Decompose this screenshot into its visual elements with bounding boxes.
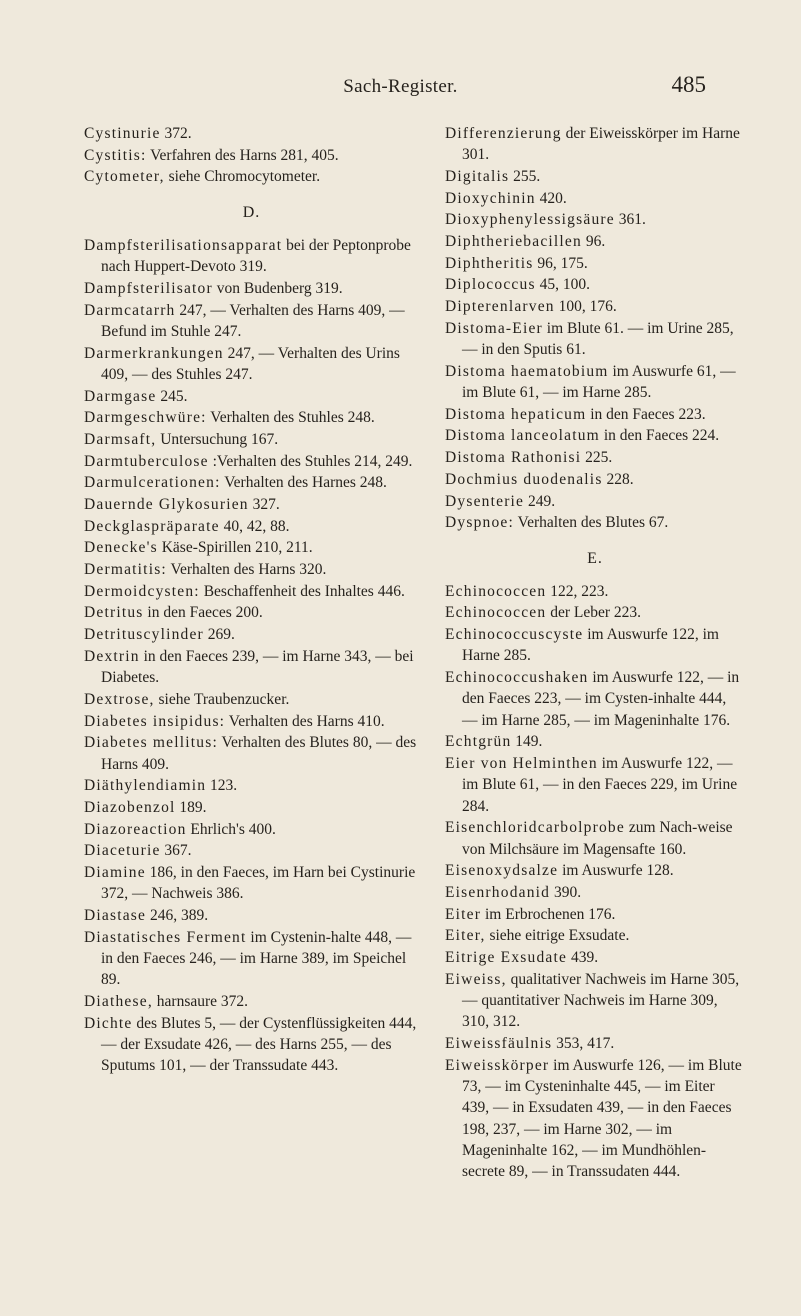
index-term: Dermatitis: xyxy=(84,561,167,579)
index-entry xyxy=(84,300,419,343)
index-term: Darmerkrankungen xyxy=(84,344,224,362)
index-refs: 439. xyxy=(567,949,599,967)
running-title: Sach-Register. xyxy=(343,76,458,97)
index-entry xyxy=(445,425,745,446)
left-column xyxy=(84,123,419,1077)
index-refs: 40, 42, 88. xyxy=(219,517,290,535)
index-refs: Verfahren des Harns 281, 405. xyxy=(146,146,339,164)
index-term: Darmulcerationen: xyxy=(84,474,221,492)
index-term: Denecke's xyxy=(84,539,158,557)
index-entry xyxy=(84,278,419,299)
index-entry xyxy=(84,1013,419,1077)
index-term: Diazobenzol xyxy=(84,798,176,816)
index-term: Diabetes mellitus: xyxy=(84,734,218,752)
index-entry xyxy=(445,947,745,968)
index-refs: im Auswurfe 61, — im Blute 61, — im Harne 285. xyxy=(462,362,736,402)
index-refs: Verhalten des Blutes 80, — des Harns 409. xyxy=(101,734,417,773)
index-entry xyxy=(84,711,419,732)
index-refs: in den Faeces 200. xyxy=(143,604,263,622)
index-entry xyxy=(84,386,419,407)
index-entry xyxy=(84,646,419,689)
index-refs: des Blutes 5, — der Cystenflüssigkeiten 444, — der Exsudate 426, — des Harns 255, — des Sputums 101, — der Transsudate 443. xyxy=(101,1014,417,1075)
index-term: Echinococcushaken xyxy=(445,669,589,687)
index-refs: 247, — Verhalten des Urins 409, — des Stuhles 247. xyxy=(101,344,400,383)
index-term: Dermoidcysten: xyxy=(84,582,200,600)
index-term: Dochmius duodenalis xyxy=(445,470,603,488)
index-entry xyxy=(84,991,419,1012)
index-entry xyxy=(84,429,419,450)
index-refs: 123. xyxy=(206,777,238,795)
index-entry xyxy=(445,581,745,602)
index-term: Detritus xyxy=(84,604,144,622)
index-entry xyxy=(84,559,419,580)
index-term: Deckglaspräparate xyxy=(84,517,220,535)
index-term: Darmsaft, xyxy=(84,430,157,448)
index-term: Darmgase xyxy=(84,387,157,405)
index-refs: 96. xyxy=(581,233,606,251)
index-entry xyxy=(445,404,745,425)
index-refs: 228. xyxy=(602,470,634,488)
index-term: Dauernde Glykosurien xyxy=(84,496,249,514)
index-term: Cystitis: xyxy=(84,146,147,164)
index-entry xyxy=(84,537,419,558)
index-term: Distoma hepaticum xyxy=(445,405,587,423)
right-column xyxy=(445,123,745,1183)
index-entry xyxy=(84,145,419,166)
index-entry xyxy=(445,817,745,860)
index-refs: Käse-Spirillen 210, 211. xyxy=(157,539,313,557)
index-term: Eiter xyxy=(445,905,482,923)
index-refs: im Erbrochenen 176. xyxy=(481,905,616,923)
index-refs: 269. xyxy=(203,626,235,644)
index-term: Echinococcen xyxy=(445,582,547,600)
index-entry xyxy=(445,602,745,623)
index-entry xyxy=(445,925,745,946)
index-refs: im Auswurfe 128. xyxy=(558,862,674,880)
index-term: Diastase xyxy=(84,906,147,924)
index-refs: siehe Chromocytometer. xyxy=(164,168,321,186)
index-term: Echtgrün xyxy=(445,733,512,751)
index-term: Diaceturie xyxy=(84,842,161,860)
index-refs: im Auswurfe 122, — in den Faeces 223, — im Cysten-inhalte 444, — im Harne 285, — im Mageninhalte 176. xyxy=(462,669,740,729)
index-term: Dioxyphenylessigsäure xyxy=(445,211,615,229)
index-refs: im Auswurfe 122, — im Blute 61, — in den Faeces 229, im Urine 284. xyxy=(462,755,738,815)
index-entry xyxy=(84,235,419,278)
index-term: Distoma lanceolatum xyxy=(445,427,600,445)
index-term: Dysenterie xyxy=(445,492,525,510)
index-term: Diphtheritis xyxy=(445,254,534,272)
index-term: Diastatisches Ferment xyxy=(84,928,247,946)
index-term: Eitrige Exsudate xyxy=(445,949,568,967)
index-term: Diäthylendiamin xyxy=(84,777,207,795)
index-refs: 390. xyxy=(550,884,582,902)
index-term: Dipterenlarven xyxy=(445,298,555,316)
index-term: Darmcatarrh xyxy=(84,301,176,319)
page-header xyxy=(0,70,801,100)
index-term: Eiweiss, xyxy=(445,970,507,988)
index-refs: 247, — Verhalten des Harns 409, — Befund im Stuhle 247. xyxy=(101,301,405,340)
index-term: Eiter, xyxy=(445,927,486,945)
index-term: Dyspnoe: xyxy=(445,514,515,532)
index-entry xyxy=(445,469,745,490)
index-refs: 249. xyxy=(524,492,556,510)
index-term: Eiweissfäulnis xyxy=(445,1035,553,1053)
index-entry xyxy=(445,882,745,903)
index-term: Eisenrhodanid xyxy=(445,884,551,902)
index-entry xyxy=(445,731,745,752)
index-entry xyxy=(445,231,745,252)
index-entry xyxy=(84,927,419,991)
index-refs: 189. xyxy=(175,798,207,816)
index-entry xyxy=(445,166,745,187)
index-term: Darmgeschwüre: xyxy=(84,409,207,427)
index-refs: im Auswurfe 122, im Harne 285. xyxy=(462,626,719,665)
index-entry xyxy=(84,905,419,926)
index-refs: 245. xyxy=(156,387,188,405)
index-term: Cystinurie xyxy=(84,125,161,142)
index-refs: der Leber 223. xyxy=(546,604,642,622)
index-entry xyxy=(445,1055,745,1183)
index-term: Detrituscylinder xyxy=(84,626,204,644)
index-refs: 372. xyxy=(160,125,192,142)
index-refs: zum Nach-weise von Milchsäure im Magensafte 160. xyxy=(462,819,733,858)
index-term: Eiweisskörper xyxy=(445,1056,550,1074)
index-entry xyxy=(445,296,745,317)
index-entry xyxy=(84,451,419,472)
index-term: Diabetes insipidus: xyxy=(84,712,226,730)
index-refs: 45, 100. xyxy=(535,276,590,294)
index-refs: 353, 417. xyxy=(552,1035,615,1053)
index-term: Dextrose, xyxy=(84,690,155,708)
index-term: Distoma haematobium xyxy=(445,362,609,380)
index-refs: 327. xyxy=(248,496,280,514)
index-entry xyxy=(445,512,745,533)
index-refs: in den Faeces 239, — im Harne 343, — bei Diabetes. xyxy=(101,647,414,687)
index-entry xyxy=(84,407,419,428)
index-refs: in den Faeces 223. xyxy=(586,405,706,423)
index-term: Distoma Rathonisi xyxy=(445,449,582,467)
index-refs: der Eiweisskörper im Harne 301. xyxy=(462,125,740,164)
section-heading: E. xyxy=(587,549,603,567)
index-refs: Verhalten des Harns 410. xyxy=(225,712,385,730)
index-term: Diphtheriebacillen xyxy=(445,233,582,251)
index-refs: siehe eitrige Exsudate. xyxy=(485,927,630,945)
index-entry xyxy=(445,274,745,295)
index-entry xyxy=(445,753,745,817)
index-entry xyxy=(84,494,419,515)
section-heading: D. xyxy=(242,203,261,221)
index-entry xyxy=(84,602,419,623)
index-entry xyxy=(445,123,745,166)
index-term: Eier von Helminthen xyxy=(445,755,598,773)
index-refs: 100, 176. xyxy=(554,298,617,316)
index-entry xyxy=(84,775,419,796)
index-refs: Verhalten des Harnes 248. xyxy=(220,474,387,492)
index-refs: 361. xyxy=(614,211,646,229)
index-entry xyxy=(84,819,419,840)
index-refs: 246, 389. xyxy=(146,906,209,924)
index-entry xyxy=(445,491,745,512)
index-term: Diazoreaction xyxy=(84,820,187,838)
index-term: Diplococcus xyxy=(445,276,536,294)
index-term: Differenzierung xyxy=(445,125,562,142)
index-entry xyxy=(445,624,745,667)
index-entry xyxy=(445,447,745,468)
index-entry xyxy=(84,472,419,493)
index-term: Eisenoxydsalze xyxy=(445,862,559,880)
index-refs: qualitativer Nachweis im Harne 305, — quantitativer Nachweis im Harne 309, 310, 312. xyxy=(462,970,740,1031)
index-entry xyxy=(84,516,419,537)
index-entry xyxy=(84,689,419,710)
index-refs: Verhalten des Harns 320. xyxy=(166,561,327,579)
index-refs: im Cystenin-halte 448, — in den Faeces 246, — im Harne 389, im Speichel 89. xyxy=(101,928,412,989)
index-refs: Untersuchung 167. xyxy=(156,430,279,448)
index-term: Dampfsterilisator xyxy=(84,279,213,297)
index-entry xyxy=(84,732,419,775)
index-term: Echinococcuscyste xyxy=(445,626,584,644)
index-term: Dextrin xyxy=(84,647,140,665)
index-term: Dampfsterilisationsapparat xyxy=(84,236,283,254)
index-entry xyxy=(445,667,745,731)
index-refs: 149. xyxy=(511,733,543,751)
index-refs: harnsaure 372. xyxy=(152,992,249,1010)
index-refs: 96, 175. xyxy=(533,254,588,272)
index-term: Distoma-Eier xyxy=(445,319,543,337)
index-refs: im Blute 61. — im Urine 285, — in den Sputis 61. xyxy=(462,319,734,359)
index-entry xyxy=(445,361,745,404)
index-refs: in den Faeces 224. xyxy=(599,427,720,445)
index-entry xyxy=(84,343,419,386)
index-refs: bei der Peptonprobe nach Huppert-Devoto 319. xyxy=(101,236,411,276)
index-refs: Ehrlich's 400. xyxy=(186,820,276,838)
index-term: Echinococcen xyxy=(445,604,547,622)
index-term: Cytometer, xyxy=(84,168,165,186)
index-refs: 420. xyxy=(535,189,567,207)
index-term: Darmtuberculose xyxy=(84,452,209,470)
index-entry xyxy=(84,166,419,187)
index-entry xyxy=(445,209,745,230)
index-entry xyxy=(445,253,745,274)
index-entry xyxy=(445,1033,745,1054)
index-term: Dioxychinin xyxy=(445,189,536,207)
index-entry xyxy=(84,797,419,818)
index-refs: 225. xyxy=(581,449,613,467)
index-entry xyxy=(445,860,745,881)
index-entry xyxy=(84,624,419,645)
index-entry xyxy=(445,904,745,925)
index-refs: 367. xyxy=(160,842,192,860)
index-entry xyxy=(445,188,745,209)
page-number: 485 xyxy=(671,72,706,97)
index-term: Diamine xyxy=(84,863,146,881)
index-entry xyxy=(84,862,419,905)
index-entry xyxy=(445,969,745,1033)
index-refs: :Verhalten des Stuhles 214, 249. xyxy=(208,452,413,470)
index-term: Digitalis xyxy=(445,167,510,185)
index-term: Eisenchloridcarbolprobe xyxy=(445,819,625,837)
index-refs: Verhalten des Stuhles 248. xyxy=(206,409,375,427)
index-refs: Beschaffenheit des Inhaltes 446. xyxy=(199,582,405,600)
index-term: Dichte xyxy=(84,1014,133,1032)
index-entry xyxy=(84,840,419,861)
index-refs: 255. xyxy=(509,167,541,185)
index-entry xyxy=(84,123,419,144)
index-entry xyxy=(445,318,745,361)
index-term: Diathese, xyxy=(84,992,153,1010)
index-refs: im Auswurfe 126, — im Blute 73, — im Cysteninhalte 445, — im Eiter 439, — in Exsudaten 439, — in den Faeces 198, 237, — im Harne 302, — im Mageninhalte 162, — im Mundhöhlen-secrete 89, — in Transsudaten 444. xyxy=(462,1056,742,1181)
index-refs: siehe Traubenzucker. xyxy=(154,690,290,708)
index-refs: 122, 223. xyxy=(546,582,609,600)
index-entry xyxy=(84,581,419,602)
index-refs: Verhalten des Blutes 67. xyxy=(514,514,669,532)
index-refs: 186, in den Faeces, im Harn bei Cystinurie 372, — Nachweis 386. xyxy=(101,863,416,903)
index-refs: von Budenberg 319. xyxy=(212,279,343,297)
